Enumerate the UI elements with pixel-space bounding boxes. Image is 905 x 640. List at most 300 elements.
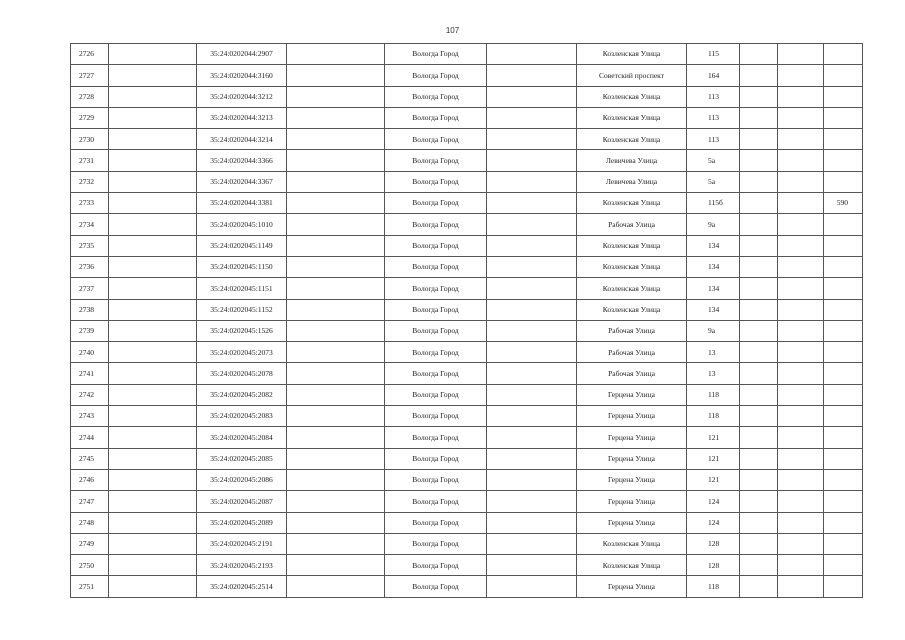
extra-value-cell — [824, 129, 863, 150]
empty-cell — [740, 65, 778, 86]
empty-cell — [740, 384, 778, 405]
street-cell: Герцена Улица — [577, 576, 687, 597]
street-cell: Герцена Улица — [577, 427, 687, 448]
extra-value-cell — [824, 363, 863, 384]
extra-value-cell — [824, 86, 863, 107]
empty-cell — [109, 65, 197, 86]
extra-value-cell — [824, 427, 863, 448]
house-number-cell: 118 — [687, 406, 740, 427]
street-cell: Козленская Улица — [577, 256, 687, 277]
row-number-cell: 2748 — [71, 512, 109, 533]
cadastral-number-cell: 35:24:0202045:1149 — [197, 235, 287, 256]
city-cell: Вологда Город — [385, 427, 487, 448]
street-cell: Герцена Улица — [577, 406, 687, 427]
empty-cell — [740, 512, 778, 533]
house-number-cell: 124 — [687, 512, 740, 533]
empty-cell — [109, 193, 197, 214]
street-cell: Герцена Улица — [577, 384, 687, 405]
cadastral-number-cell: 35:24:0202044:3160 — [197, 65, 287, 86]
property-table — [70, 43, 863, 598]
empty-cell — [109, 129, 197, 150]
extra-value-cell — [824, 256, 863, 277]
extra-value-cell — [824, 171, 863, 192]
empty-cell — [740, 44, 778, 65]
empty-cell — [778, 576, 824, 597]
extra-value-cell — [824, 299, 863, 320]
street-cell: Козленская Улица — [577, 299, 687, 320]
extra-value-cell — [824, 44, 863, 65]
empty-cell — [778, 214, 824, 235]
row-number-cell: 2744 — [71, 427, 109, 448]
city-cell: Вологда Город — [385, 214, 487, 235]
extra-value-cell — [824, 384, 863, 405]
table-row — [71, 342, 863, 363]
street-cell: Левичева Улица — [577, 150, 687, 171]
city-cell: Вологда Город — [385, 86, 487, 107]
empty-cell — [109, 533, 197, 554]
house-number-cell: 13 — [687, 342, 740, 363]
city-cell: Вологда Город — [385, 448, 487, 469]
empty-cell — [109, 278, 197, 299]
empty-cell — [487, 491, 577, 512]
empty-cell — [109, 150, 197, 171]
cadastral-number-cell: 35:24:0202045:1151 — [197, 278, 287, 299]
extra-value-cell — [824, 107, 863, 128]
empty-cell — [778, 342, 824, 363]
empty-cell — [109, 363, 197, 384]
cadastral-number-cell: 35:24:0202045:2082 — [197, 384, 287, 405]
empty-cell — [778, 469, 824, 490]
cadastral-number-cell: 35:24:0202045:2514 — [197, 576, 287, 597]
empty-cell — [287, 86, 385, 107]
house-number-cell: 121 — [687, 448, 740, 469]
empty-cell — [487, 448, 577, 469]
empty-cell — [740, 491, 778, 512]
city-cell: Вологда Город — [385, 320, 487, 341]
empty-cell — [287, 44, 385, 65]
empty-cell — [740, 107, 778, 128]
row-number-cell: 2727 — [71, 65, 109, 86]
empty-cell — [740, 214, 778, 235]
table-row — [71, 86, 863, 107]
empty-cell — [778, 427, 824, 448]
extra-value-cell — [824, 469, 863, 490]
table-row — [71, 256, 863, 277]
empty-cell — [109, 576, 197, 597]
empty-cell — [740, 86, 778, 107]
empty-cell — [109, 299, 197, 320]
house-number-cell: 9а — [687, 214, 740, 235]
empty-cell — [740, 193, 778, 214]
city-cell: Вологда Город — [385, 555, 487, 576]
empty-cell — [287, 107, 385, 128]
city-cell: Вологда Город — [385, 171, 487, 192]
empty-cell — [778, 86, 824, 107]
empty-cell — [487, 342, 577, 363]
empty-cell — [487, 533, 577, 554]
empty-cell — [740, 406, 778, 427]
empty-cell — [487, 256, 577, 277]
empty-cell — [487, 44, 577, 65]
empty-cell — [778, 320, 824, 341]
extra-value-cell — [824, 406, 863, 427]
house-number-cell: 128 — [687, 555, 740, 576]
empty-cell — [740, 278, 778, 299]
street-cell: Рабочая Улица — [577, 320, 687, 341]
empty-cell — [109, 384, 197, 405]
street-cell: Рабочая Улица — [577, 214, 687, 235]
cadastral-number-cell: 35:24:0202045:2083 — [197, 406, 287, 427]
empty-cell — [287, 214, 385, 235]
empty-cell — [109, 427, 197, 448]
empty-cell — [778, 491, 824, 512]
row-number-cell: 2746 — [71, 469, 109, 490]
row-number-cell: 2745 — [71, 448, 109, 469]
empty-cell — [287, 469, 385, 490]
empty-cell — [487, 129, 577, 150]
empty-cell — [287, 512, 385, 533]
city-cell: Вологда Город — [385, 193, 487, 214]
empty-cell — [778, 235, 824, 256]
city-cell: Вологда Город — [385, 491, 487, 512]
city-cell: Вологда Город — [385, 342, 487, 363]
empty-cell — [740, 427, 778, 448]
empty-cell — [109, 320, 197, 341]
row-number-cell: 2731 — [71, 150, 109, 171]
table-row — [71, 235, 863, 256]
table-row — [71, 555, 863, 576]
table-row — [71, 193, 863, 214]
empty-cell — [740, 171, 778, 192]
empty-cell — [109, 235, 197, 256]
empty-cell — [487, 469, 577, 490]
city-cell: Вологда Город — [385, 469, 487, 490]
empty-cell — [487, 193, 577, 214]
cadastral-number-cell: 35:24:0202045:2191 — [197, 533, 287, 554]
house-number-cell: 121 — [687, 427, 740, 448]
table-row — [71, 171, 863, 192]
city-cell: Вологда Город — [385, 299, 487, 320]
house-number-cell: 121 — [687, 469, 740, 490]
table-row — [71, 533, 863, 554]
city-cell: Вологда Город — [385, 107, 487, 128]
empty-cell — [487, 171, 577, 192]
table-row — [71, 107, 863, 128]
empty-cell — [740, 533, 778, 554]
empty-cell — [740, 555, 778, 576]
empty-cell — [487, 555, 577, 576]
empty-cell — [487, 150, 577, 171]
row-number-cell: 2741 — [71, 363, 109, 384]
empty-cell — [740, 320, 778, 341]
cadastral-number-cell: 35:24:0202045:2086 — [197, 469, 287, 490]
empty-cell — [778, 256, 824, 277]
street-cell: Рабочая Улица — [577, 342, 687, 363]
house-number-cell: 118 — [687, 384, 740, 405]
empty-cell — [778, 384, 824, 405]
city-cell: Вологда Город — [385, 44, 487, 65]
house-number-cell: 5а — [687, 150, 740, 171]
row-number-cell: 2747 — [71, 491, 109, 512]
row-number-cell: 2743 — [71, 406, 109, 427]
empty-cell — [287, 491, 385, 512]
table-row — [71, 363, 863, 384]
house-number-cell: 164 — [687, 65, 740, 86]
empty-cell — [778, 107, 824, 128]
empty-cell — [778, 193, 824, 214]
cadastral-number-cell: 35:24:0202044:3381 — [197, 193, 287, 214]
extra-value-cell — [824, 278, 863, 299]
row-number-cell: 2740 — [71, 342, 109, 363]
house-number-cell: 134 — [687, 235, 740, 256]
house-number-cell: 134 — [687, 278, 740, 299]
empty-cell — [778, 363, 824, 384]
empty-cell — [778, 171, 824, 192]
row-number-cell: 2732 — [71, 171, 109, 192]
cadastral-number-cell: 35:24:0202045:2089 — [197, 512, 287, 533]
table-row — [71, 448, 863, 469]
table-row — [71, 278, 863, 299]
empty-cell — [778, 278, 824, 299]
table-row — [71, 299, 863, 320]
empty-cell — [287, 299, 385, 320]
empty-cell — [487, 299, 577, 320]
cadastral-number-cell: 35:24:0202045:2073 — [197, 342, 287, 363]
city-cell: Вологда Город — [385, 256, 487, 277]
extra-value-cell — [824, 320, 863, 341]
empty-cell — [109, 448, 197, 469]
table-row — [71, 65, 863, 86]
empty-cell — [287, 171, 385, 192]
house-number-cell: 113 — [687, 86, 740, 107]
table-row — [71, 469, 863, 490]
empty-cell — [287, 384, 385, 405]
empty-cell — [487, 406, 577, 427]
street-cell: Козленская Улица — [577, 555, 687, 576]
empty-cell — [287, 533, 385, 554]
empty-cell — [740, 256, 778, 277]
table-row — [71, 214, 863, 235]
table-row — [71, 491, 863, 512]
empty-cell — [487, 107, 577, 128]
empty-cell — [109, 555, 197, 576]
house-number-cell: 134 — [687, 256, 740, 277]
street-cell: Козленская Улица — [577, 86, 687, 107]
extra-value-cell — [824, 65, 863, 86]
empty-cell — [287, 193, 385, 214]
empty-cell — [287, 427, 385, 448]
row-number-cell: 2739 — [71, 320, 109, 341]
empty-cell — [778, 44, 824, 65]
empty-cell — [778, 555, 824, 576]
row-number-cell: 2733 — [71, 193, 109, 214]
house-number-cell: 134 — [687, 299, 740, 320]
extra-value-cell — [824, 235, 863, 256]
empty-cell — [287, 576, 385, 597]
street-cell: Рабочая Улица — [577, 363, 687, 384]
row-number-cell: 2736 — [71, 256, 109, 277]
cadastral-number-cell: 35:24:0202045:1526 — [197, 320, 287, 341]
empty-cell — [487, 384, 577, 405]
extra-value-cell — [824, 533, 863, 554]
empty-cell — [778, 65, 824, 86]
cadastral-number-cell: 35:24:0202044:3214 — [197, 129, 287, 150]
empty-cell — [487, 427, 577, 448]
table-row — [71, 150, 863, 171]
street-cell: Герцена Улица — [577, 448, 687, 469]
extra-value-cell — [824, 214, 863, 235]
empty-cell — [778, 150, 824, 171]
cadastral-number-cell: 35:24:0202045:1150 — [197, 256, 287, 277]
row-number-cell: 2730 — [71, 129, 109, 150]
row-number-cell: 2729 — [71, 107, 109, 128]
cadastral-number-cell: 35:24:0202045:2193 — [197, 555, 287, 576]
empty-cell — [287, 150, 385, 171]
empty-cell — [109, 214, 197, 235]
city-cell: Вологда Город — [385, 533, 487, 554]
extra-value-cell — [824, 491, 863, 512]
row-number-cell: 2742 — [71, 384, 109, 405]
street-cell: Козленская Улица — [577, 44, 687, 65]
street-cell: Козленская Улица — [577, 107, 687, 128]
street-cell: Козленская Улица — [577, 278, 687, 299]
city-cell: Вологда Город — [385, 512, 487, 533]
empty-cell — [287, 65, 385, 86]
empty-cell — [740, 363, 778, 384]
cadastral-number-cell: 35:24:0202044:3213 — [197, 107, 287, 128]
empty-cell — [487, 214, 577, 235]
city-cell: Вологда Город — [385, 65, 487, 86]
empty-cell — [778, 512, 824, 533]
empty-cell — [740, 129, 778, 150]
empty-cell — [487, 65, 577, 86]
table-row — [71, 129, 863, 150]
empty-cell — [740, 576, 778, 597]
empty-cell — [740, 299, 778, 320]
empty-cell — [487, 576, 577, 597]
row-number-cell: 2737 — [71, 278, 109, 299]
house-number-cell: 9а — [687, 320, 740, 341]
empty-cell — [109, 342, 197, 363]
empty-cell — [487, 320, 577, 341]
empty-cell — [740, 469, 778, 490]
cadastral-number-cell: 35:24:0202045:2078 — [197, 363, 287, 384]
extra-value-cell: 590 — [824, 193, 863, 214]
row-number-cell: 2749 — [71, 533, 109, 554]
empty-cell — [287, 555, 385, 576]
cadastral-number-cell: 35:24:0202044:3212 — [197, 86, 287, 107]
empty-cell — [109, 171, 197, 192]
table-body — [71, 44, 863, 598]
city-cell: Вологда Город — [385, 406, 487, 427]
table-row — [71, 512, 863, 533]
empty-cell — [287, 278, 385, 299]
row-number-cell: 2728 — [71, 86, 109, 107]
empty-cell — [487, 363, 577, 384]
house-number-cell: 115б — [687, 193, 740, 214]
empty-cell — [778, 299, 824, 320]
house-number-cell: 118 — [687, 576, 740, 597]
city-cell: Вологда Город — [385, 278, 487, 299]
empty-cell — [287, 448, 385, 469]
house-number-cell: 115 — [687, 44, 740, 65]
empty-cell — [287, 406, 385, 427]
row-number-cell: 2750 — [71, 555, 109, 576]
row-number-cell: 2751 — [71, 576, 109, 597]
empty-cell — [778, 533, 824, 554]
street-cell: Левичева Улица — [577, 171, 687, 192]
extra-value-cell — [824, 150, 863, 171]
extra-value-cell — [824, 448, 863, 469]
street-cell: Козленская Улица — [577, 235, 687, 256]
table-row — [71, 384, 863, 405]
city-cell: Вологда Город — [385, 363, 487, 384]
empty-cell — [778, 406, 824, 427]
city-cell: Вологда Город — [385, 576, 487, 597]
city-cell: Вологда Город — [385, 384, 487, 405]
empty-cell — [740, 448, 778, 469]
empty-cell — [287, 129, 385, 150]
house-number-cell: 113 — [687, 107, 740, 128]
city-cell: Вологда Город — [385, 235, 487, 256]
empty-cell — [287, 256, 385, 277]
cadastral-number-cell: 35:24:0202045:2087 — [197, 491, 287, 512]
street-cell: Козленская Улица — [577, 129, 687, 150]
empty-cell — [287, 342, 385, 363]
table-row — [71, 427, 863, 448]
empty-cell — [287, 235, 385, 256]
table-row — [71, 576, 863, 597]
house-number-cell: 113 — [687, 129, 740, 150]
extra-value-cell — [824, 576, 863, 597]
street-cell: Козленская Улица — [577, 533, 687, 554]
street-cell: Козленская Улица — [577, 193, 687, 214]
row-number-cell: 2735 — [71, 235, 109, 256]
empty-cell — [109, 44, 197, 65]
house-number-cell: 124 — [687, 491, 740, 512]
empty-cell — [487, 512, 577, 533]
cadastral-number-cell: 35:24:0202045:1152 — [197, 299, 287, 320]
empty-cell — [109, 512, 197, 533]
street-cell: Советский проспект — [577, 65, 687, 86]
empty-cell — [109, 491, 197, 512]
cadastral-number-cell: 35:24:0202044:3366 — [197, 150, 287, 171]
cadastral-number-cell: 35:24:0202045:1010 — [197, 214, 287, 235]
extra-value-cell — [824, 342, 863, 363]
empty-cell — [109, 406, 197, 427]
empty-cell — [740, 342, 778, 363]
page-number: 107 — [445, 26, 460, 35]
extra-value-cell — [824, 555, 863, 576]
empty-cell — [487, 86, 577, 107]
street-cell: Герцена Улица — [577, 512, 687, 533]
house-number-cell: 13 — [687, 363, 740, 384]
empty-cell — [487, 278, 577, 299]
cadastral-number-cell: 35:24:0202044:2907 — [197, 44, 287, 65]
row-number-cell: 2726 — [71, 44, 109, 65]
empty-cell — [487, 235, 577, 256]
row-number-cell: 2734 — [71, 214, 109, 235]
empty-cell — [109, 107, 197, 128]
house-number-cell: 5а — [687, 171, 740, 192]
street-cell: Герцена Улица — [577, 491, 687, 512]
city-cell: Вологда Город — [385, 129, 487, 150]
empty-cell — [109, 256, 197, 277]
extra-value-cell — [824, 512, 863, 533]
street-cell: Герцена Улица — [577, 469, 687, 490]
empty-cell — [287, 363, 385, 384]
cadastral-number-cell: 35:24:0202045:2085 — [197, 448, 287, 469]
